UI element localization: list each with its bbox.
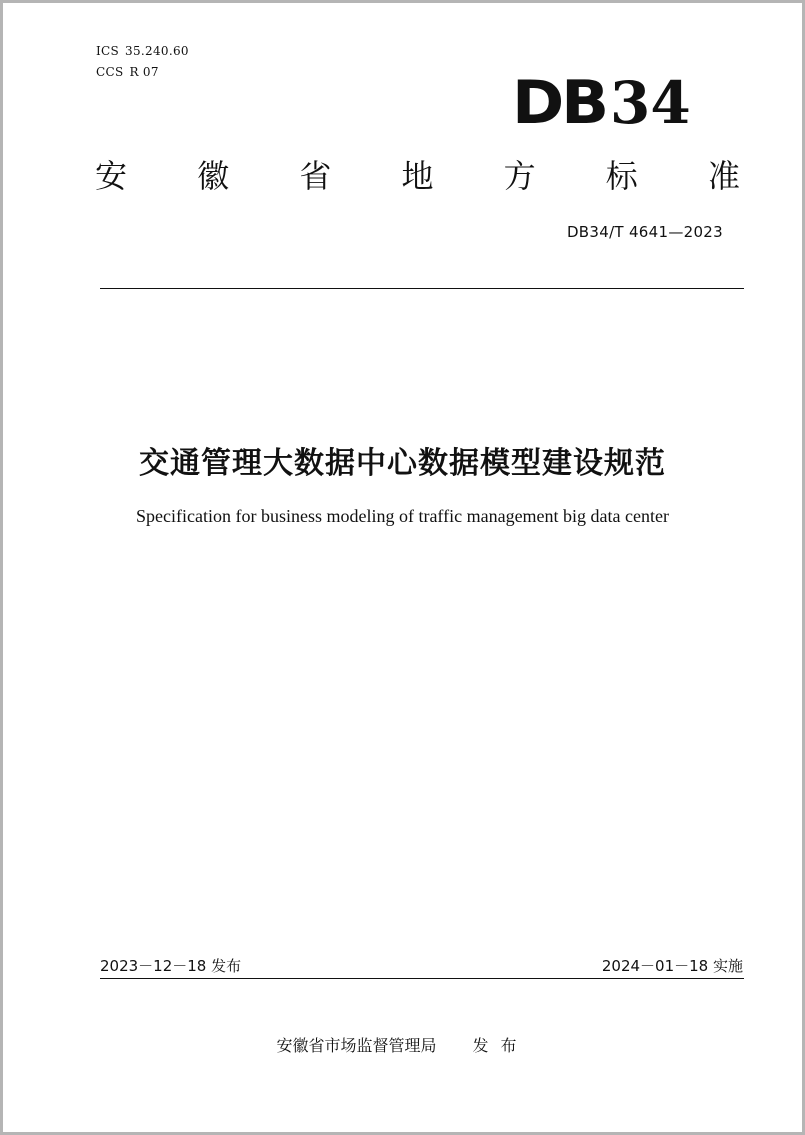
issuer-line xyxy=(0,1033,805,1056)
ccs-line xyxy=(96,65,165,79)
standard-type-char: 标 xyxy=(605,157,638,195)
ccs-code: R 07 xyxy=(129,65,159,79)
standard-type-heading xyxy=(95,152,740,200)
document-title-chinese: 交通管理大数据中心数据模型建设规范 xyxy=(139,446,666,481)
logo-number: 34 xyxy=(610,69,691,137)
ics-label: ICS xyxy=(96,44,120,58)
ics-code: 35.240.60 xyxy=(125,44,189,58)
standard-type-char: 安 xyxy=(95,157,128,195)
issue-date: 2023－12－18 发布 xyxy=(100,957,242,975)
standard-type-char: 准 xyxy=(707,157,740,195)
document-title-english: Specification for business modeling of traffic management big data center xyxy=(136,506,669,526)
bottom-divider xyxy=(100,978,744,979)
logo-letters: DB xyxy=(512,68,607,138)
ics-line xyxy=(96,44,195,58)
standard-code: DB34/T 4641—2023 xyxy=(566,223,723,241)
standard-type-char: 方 xyxy=(503,157,536,195)
implementation-date: 2024－01－18 实施 xyxy=(601,957,743,975)
top-divider xyxy=(100,288,744,289)
db34-logo xyxy=(512,70,692,136)
standard-type-char: 徽 xyxy=(197,157,230,195)
issuer-verb: 发布 xyxy=(472,1036,529,1055)
issuer-name: 安徽省市场监督管理局 xyxy=(276,1036,437,1055)
standard-type-char: 省 xyxy=(299,157,332,195)
ccs-label: CCS xyxy=(96,65,124,79)
standard-type-char: 地 xyxy=(401,157,434,195)
